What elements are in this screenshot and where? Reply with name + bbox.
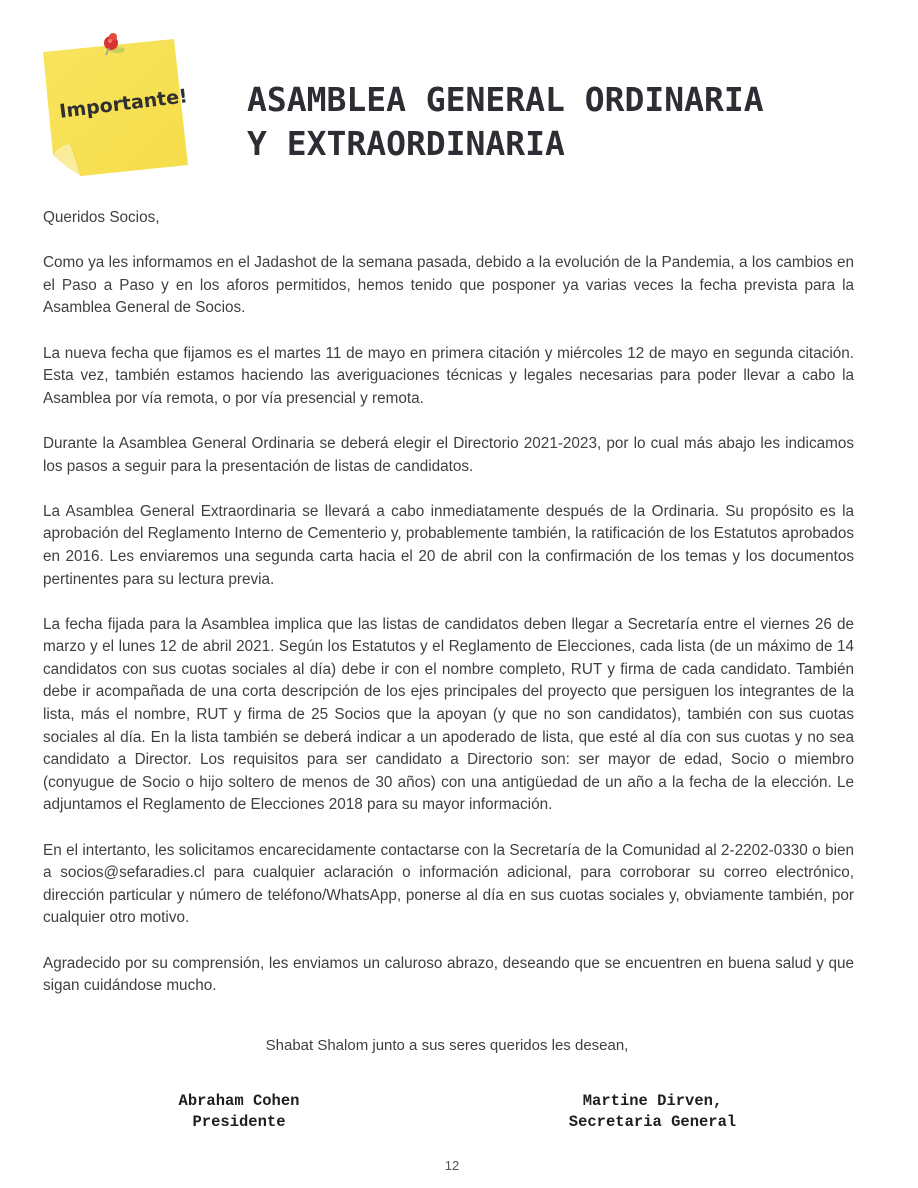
- signature-role: Secretaria General: [568, 1113, 737, 1131]
- title-line-2: Y EXTRAORDINARIA: [247, 124, 565, 163]
- sticky-note-label: Importante!: [58, 85, 189, 123]
- letter-paragraph: La fecha fijada para la Asamblea implica que las listas de candidatos deben llegar a Secretaría entre el viernes 26 de marzo y el lunes 12 de abril 2021. Según los Estatutos y el Reglamento de Elecciones, cada lista (de un máximo de 14 candidatos con sus cuotas sociales al día) debe ir con el nombre completo, RUT y firma de cada candidato. También debe ir acompañada de una corta descripción de los ejes principales del proyecto que persiguen los integrantes de la lista, más el nombre, RUT y firma de 25 Socios que la apoyan (y que no son candidatos), también con sus cuotas sociales al día. En la lista también se deberá indicar a un apoderado de lista, que esté al día con sus cuotas y no sea candidato a Director. Los requisitos para ser candidato a Directorio son: ser mayor de edad, Socio o miembro (conyugue de Socio o hijo soltero de menos de 30 años) con una antigüedad de un año a la fecha de la elección. Le adjuntamos el Reglamento de Elecciones 2018 para su mayor información.: [43, 615, 854, 814]
- letter-paragraph: En el intertanto, les solicitamos encarecidamente contactarse con la Secretaría de la Comunidad al 2-2202-0330 o bien a socios@sefaradies.cl para cualquier aclaración o información adicional, para corroborar su correo electrónico, dirección particular y número de teléfono/WhatsApp, ponerse al día en sus cuotas sociales y, obviamente también, por cualquier otro motivo.: [43, 841, 854, 927]
- signature-president: [150, 1091, 328, 1133]
- letter-paragraph: La Asamblea General Extraordinaria se llevará a cabo inmediatamente después de la Ordinaria. Su propósito es la aprobación del Reglamento Interno de Cementerio y, probablemente también, la ratificación de los Estatutos aprobados en 2016. Les enviaremos una segunda carta hacia el 20 de abril con la confirmación de los temas y los documentos pertinentes para su lectura previa.: [43, 502, 854, 588]
- letter-body: [43, 207, 854, 1020]
- title-line-1: ASAMBLEA GENERAL ORDINARIA: [247, 80, 764, 119]
- letter-paragraph: Durante la Asamblea General Ordinaria se deberá elegir el Directorio 2021-2023, por lo cual más abajo les indicamos los pasos a seguir para la presentación de listas de candidatos.: [43, 434, 854, 475]
- sticky-note-importante: [41, 37, 191, 177]
- letter-greeting: Queridos Socios,: [43, 209, 160, 226]
- page-number: 12: [444, 1158, 460, 1173]
- signature-name: Abraham Cohen: [178, 1092, 300, 1110]
- letter-paragraph: Como ya les informamos en el Jadashot de la semana pasada, debido a la evolución de la Pandemia, a los cambios en el Paso a Paso y en los aforos permitidos, hemos tenido que posponer ya varias veces la fecha prevista para la Asamblea General de Socios.: [43, 254, 854, 317]
- page-title: [247, 78, 764, 166]
- pushpin-icon: [99, 31, 129, 57]
- letter-paragraph: Agradecido por su comprensión, les enviamos un caluroso abrazo, deseando que se encuentren en buena salud y que sigan cuidándose mucho.: [43, 954, 854, 995]
- letter-paragraph: La nueva fecha que fijamos es el martes 11 de mayo en primera citación y miércoles 12 de mayo en segunda citación. Esta vez, también estamos haciendo las averiguaciones técnicas y legales necesarias para poder llevar a cabo la Asamblea por vía remota, o por vía presencial y remota.: [43, 344, 854, 407]
- signature-secretary: [545, 1091, 760, 1133]
- letter-closing: Shabat Shalom junto a sus seres queridos les desean,: [265, 1037, 629, 1054]
- signature-role: Presidente: [192, 1113, 286, 1131]
- signature-name: Martine Dirven,: [582, 1092, 723, 1110]
